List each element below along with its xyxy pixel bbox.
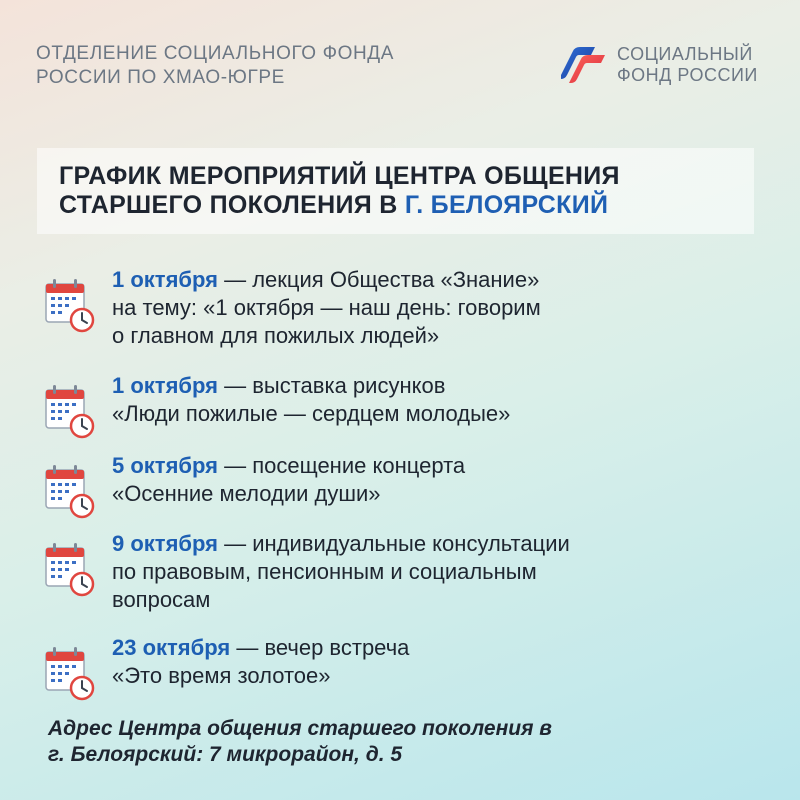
organization-name-line1: ОТДЕЛЕНИЕ СОЦИАЛЬНОГО ФОНДА (36, 43, 395, 64)
event-date: 23 октября (112, 635, 231, 660)
event-text (112, 634, 409, 690)
calendar-clock-icon (44, 464, 96, 520)
calendar-clock-icon (44, 278, 96, 334)
calendar-clock-icon (44, 542, 96, 598)
logo-text-line1: СОЦИАЛЬНЫЙ (617, 44, 753, 64)
organization-name (36, 42, 394, 90)
page-title (37, 148, 754, 234)
event-date: 1 октября (112, 267, 218, 292)
event-text (112, 266, 541, 350)
event-line2: «Это время золотое» (112, 663, 331, 688)
event-date: 5 октября (112, 453, 218, 478)
event-line3: вопросам (112, 587, 211, 612)
event-line3: о главном для пожилых людей» (112, 323, 440, 348)
title-line1: ГРАФИК МЕРОПРИЯТИЙ ЦЕНТРА ОБЩЕНИЯ (59, 162, 620, 190)
event-line2: по правовым, пенсионным и социальным (112, 559, 537, 584)
event-title: — индивидуальные консультации (217, 531, 570, 556)
logo-text-line2: ФОНД РОССИИ (617, 65, 758, 85)
sfr-logo (555, 44, 758, 86)
event-title: — выставка рисунков (217, 373, 446, 398)
title-city: Г. БЕЛОЯРСКИЙ (404, 191, 609, 219)
event-title: — лекция Общества «Знание» (217, 267, 540, 292)
address-line1: Адрес Центра общения старшего поколения в (48, 717, 552, 740)
event-line2: «Люди пожилые — сердцем молодые» (112, 401, 511, 426)
event-text (112, 530, 570, 614)
event-text (112, 452, 465, 508)
address-line2: г. Белоярский: 7 микрорайон, д. 5 (48, 743, 403, 766)
event-line2: «Осенние мелодии души» (112, 481, 381, 506)
title-line2-prefix: СТАРШЕГО ПОКОЛЕНИЯ В (59, 191, 405, 219)
event-date: 9 октября (112, 531, 218, 556)
sfr-logo-text (617, 44, 758, 86)
calendar-clock-icon (44, 384, 96, 440)
title-line2 (59, 191, 754, 220)
event-text (112, 372, 510, 428)
calendar-clock-icon (44, 646, 96, 702)
event-title: — посещение концерта (217, 453, 466, 478)
organization-name-line2: РОССИИ ПО ХМАО-ЮГРЕ (36, 67, 285, 88)
event-date: 1 октября (112, 373, 218, 398)
center-address (48, 716, 552, 768)
event-title: — вечер встреча (230, 635, 410, 660)
event-line2: на тему: «1 октября — наш день: говорим (112, 295, 541, 320)
sfr-logo-icon (555, 45, 609, 85)
